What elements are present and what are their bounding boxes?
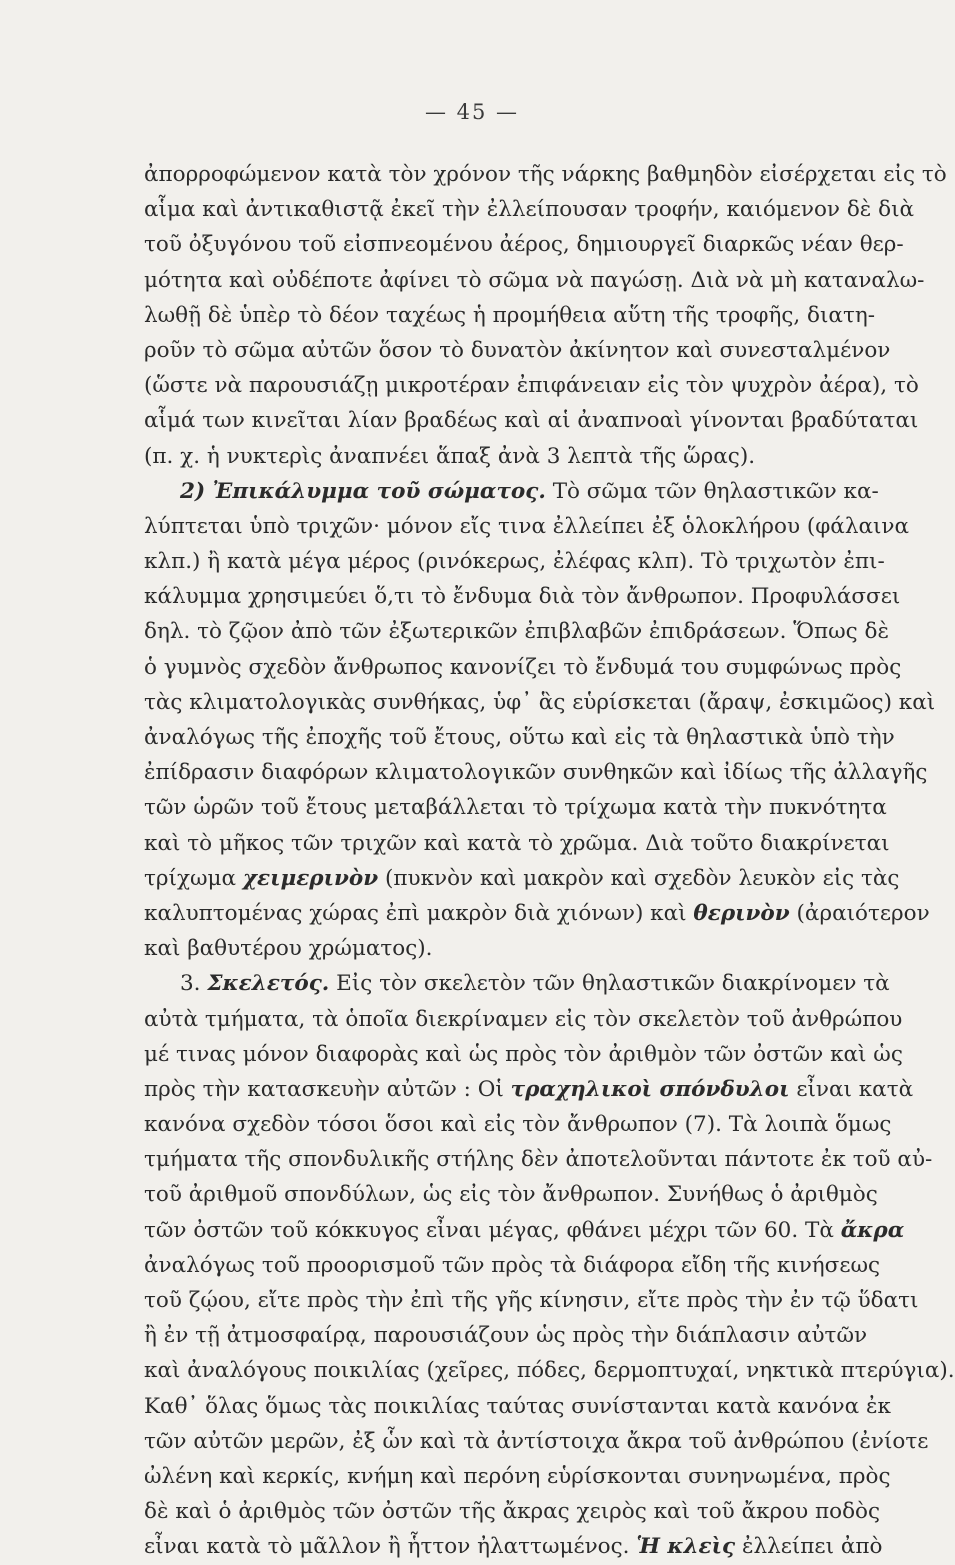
text-line bbox=[144, 1424, 929, 1459]
line-text: τοῦ ζῴου, εἴτε πρὸς τὴν ἐπὶ τῆς γῆς κίνησιν, εἴτε πρὸς τὴν ἐν τῷ ὕδατι bbox=[144, 1288, 919, 1313]
text-line bbox=[144, 755, 928, 790]
line-text: καλυπτομένας χώρας ἐπὶ μακρὸν διὰ χιόνων) καὶ bbox=[144, 900, 687, 926]
line-text: (ὥστε νὰ παρουσιάζῃ μικροτέραν ἐπιφάνειαν εἰς τὸν ψυχρὸν ἀέρα), τὸ bbox=[144, 373, 919, 399]
term-cheimerinon: χειμερινὸν bbox=[242, 865, 379, 891]
line-text: τῶν αὐτῶν μερῶν, ἐξ ὧν καὶ τὰ ἀντίστοιχα ἄκρα τοῦ ἀνθρώπου (ἐνίοτε bbox=[144, 1428, 929, 1454]
term-therinon: θερινὸν bbox=[693, 900, 790, 926]
text-line bbox=[144, 1177, 878, 1212]
line-text: ἀναλόγως τῆς ἐποχῆς τοῦ ἔτους, οὕτω καὶ εἰς τὰ θηλαστικὰ ὑπὸ τὴν bbox=[144, 725, 895, 750]
line-text: ροῦν τὸ σῶμα αὐτῶν ὅσον τὸ δυνατὸν ἀκίνητον καὶ συνεσταλμένον bbox=[144, 337, 891, 363]
line-text: ἐλλείπει ἀπὸ bbox=[741, 1534, 883, 1560]
text-line bbox=[144, 931, 814, 966]
text-line bbox=[144, 333, 891, 368]
text-line bbox=[144, 896, 930, 931]
line-text: τῶν ὀστῶν τοῦ κόκκυγος εἶναι μέγας, φθάνει μέχρι τῶν 60. Τὰ bbox=[144, 1217, 834, 1243]
line-text: ὠλένη καὶ κερκίς, κνήμη καὶ περόνη εὑρίσκονται συνηνωμένα, πρὸς bbox=[144, 1463, 891, 1489]
text-line bbox=[144, 1389, 891, 1424]
line-text: (π. χ. ἡ νυκτερὶς ἀναπνέει ἅπαξ ἀνὰ 3 λεπτὰ τῆς ὥρας). bbox=[144, 443, 756, 469]
line-text: ἀναλόγως τοῦ προορισμοῦ τῶν πρὸς τὰ διάφορα εἴδη τῆς κινήσεως bbox=[144, 1252, 881, 1278]
line-text: λύπτεται ὑπὸ τριχῶν· μόνον εἴς τινα ἐλλείπει ἐξ ὁλοκλήρου (φάλαινα bbox=[144, 513, 909, 539]
line-text: τμήματα τῆς σπονδυλικῆς στήλης δὲν ἀποτελοῦνται πάντοτε ἐκ τοῦ αὐ- bbox=[144, 1147, 933, 1173]
text-line bbox=[144, 1142, 933, 1177]
text-line bbox=[144, 368, 919, 403]
line-text: αἷμά των κινεῖται λίαν βραδέως καὶ αἱ ἀναπνοαὶ γίνονται βραδύταται bbox=[144, 408, 919, 434]
term-akra: ἄκρα bbox=[840, 1217, 905, 1243]
text-line bbox=[144, 1494, 881, 1529]
text-line bbox=[144, 966, 890, 1001]
line-text: καὶ τὸ μῆκος τῶν τριχῶν καὶ κατὰ τὸ χρῶμα. Διὰ τοῦτο διακρίνεται bbox=[144, 830, 890, 856]
text-line bbox=[144, 1107, 892, 1142]
line-text: ὁ γυμνὸς σχεδὸν ἄνθρωπος κανονίζει τὸ ἔνδυμά του συμφώνως πρὸς bbox=[144, 654, 902, 680]
line-text: ἀπορροφώμενον κατὰ τὸν χρόνον τῆς νάρκης βαθμηδὸν εἰσέρχεται εἰς τὸ bbox=[144, 162, 947, 187]
section-number-skeletos: 3. bbox=[180, 971, 201, 997]
term-kleis: Ἡ κλεὶς bbox=[636, 1534, 736, 1560]
text-line bbox=[144, 509, 909, 544]
section-heading-epikalymma: 2) Ἐπικάλυμμα τοῦ σώματος. bbox=[180, 478, 546, 504]
text-line bbox=[144, 650, 902, 685]
line-text: ἐπίδρασιν διαφόρων κλιματολογικῶν συνθηκῶν καὶ ἰδίως τῆς ἀλλαγῆς bbox=[144, 760, 928, 786]
text-line bbox=[144, 579, 901, 614]
line-text: εἶναι κατὰ bbox=[796, 1076, 914, 1102]
line-text: Εἰς τὸν σκελετὸν τῶν θηλαστικῶν διακρίνομεν τὰ bbox=[336, 971, 890, 997]
text-line bbox=[144, 1353, 955, 1388]
text-line bbox=[144, 1072, 914, 1107]
line-text: κλπ.) ἢ κατὰ μέγα μέρος (ρινόκερως, ἐλέφας κλπ). Τὸ τριχωτὸν ἐπι- bbox=[144, 549, 885, 575]
text-line bbox=[144, 263, 925, 298]
section-heading-skeletos: Σκελετός. bbox=[207, 971, 330, 997]
text-line bbox=[144, 1248, 881, 1283]
line-text: εἶναι κατὰ τὸ μᾶλλον ἢ ἧττον ἠλαττωμένος. bbox=[144, 1534, 630, 1560]
text-line bbox=[144, 227, 904, 262]
line-text: τῶν ὡρῶν τοῦ ἔτους μεταβάλλεται τὸ τρίχωμα κατὰ τὴν πυκνότητα bbox=[144, 795, 887, 821]
term-trachilikoi: τραχηλικοὶ σπόνδυλοι bbox=[510, 1076, 790, 1102]
line-text: τρίχωμα bbox=[144, 865, 237, 891]
line-text: Καθ᾽ ὅλας ὅμως τὰς ποικιλίας ταύτας συνίστανται κατὰ κανόνα ἐκ bbox=[144, 1393, 891, 1419]
line-text: καὶ βαθυτέρου χρώματος). bbox=[144, 936, 433, 962]
text-line bbox=[144, 298, 875, 333]
text-line bbox=[144, 403, 919, 438]
text-line bbox=[144, 1037, 903, 1072]
line-text: αἷμα καὶ ἀντικαθιστᾷ ἐκεῖ τὴν ἐλλείπουσαν τροφήν, καιόμενον δὲ διὰ bbox=[144, 197, 915, 223]
line-text: μέ τινας μόνον διαφορὰς καὶ ὡς πρὸς τὸν ἀριθμὸν τῶν ὀστῶν καὶ ὡς bbox=[144, 1041, 903, 1067]
text-line bbox=[144, 685, 936, 720]
line-text: κανόνα σχεδὸν τόσοι ὅσοι καὶ εἰς τὸν ἄνθρωπον (7). Τὰ λοιπὰ ὅμως bbox=[144, 1112, 892, 1138]
text-line bbox=[144, 439, 814, 474]
text-line bbox=[144, 1002, 903, 1037]
text-line bbox=[144, 790, 887, 825]
line-text: λωθῇ δὲ ὑπὲρ τὸ δέον ταχέως ἡ προμήθεια αὕτη τῆς τροφῆς, διατη- bbox=[144, 302, 875, 328]
text-line bbox=[144, 544, 885, 579]
page-number: — 45 — bbox=[424, 100, 520, 124]
text-line bbox=[144, 192, 915, 227]
line-text: τὰς κλιματολογικὰς συνθήκας, ὑφ᾽ ἃς εὑρίσκεται (ἄραψ, ἐσκιμῶος) καὶ bbox=[144, 689, 936, 715]
text-line bbox=[144, 474, 879, 509]
line-text: Τὸ σῶμα τῶν θηλαστικῶν κα- bbox=[552, 478, 879, 504]
line-text: (ἀραιότερον bbox=[796, 900, 930, 926]
line-text: κάλυμμα χρησιμεύει ὅ,τι τὸ ἔνδυμα διὰ τὸν ἄνθρωπον. Προφυλάσσει bbox=[144, 584, 901, 610]
line-text: ἢ ἐν τῇ ἀτμοσφαίρᾳ, παρουσιάζουν ὡς πρὸς τὴν διάπλασιν αὐτῶν bbox=[144, 1323, 868, 1349]
text-line bbox=[144, 1213, 905, 1248]
text-line bbox=[144, 1459, 891, 1494]
text-line bbox=[144, 157, 947, 192]
text-line bbox=[144, 826, 890, 861]
text-line bbox=[144, 614, 890, 649]
body-text bbox=[144, 157, 955, 1565]
line-text: αὐτὰ τμήματα, τὰ ὁποῖα διεκρίναμεν εἰς τὸν σκελετὸν τοῦ ἀνθρώπου bbox=[144, 1006, 903, 1032]
text-line bbox=[144, 720, 895, 755]
text-line bbox=[144, 861, 900, 896]
line-text: δὲ καὶ ὁ ἀριθμὸς τῶν ὀστῶν τῆς ἄκρας χειρὸς καὶ τοῦ ἄκρου ποδὸς bbox=[144, 1499, 881, 1525]
line-text: τοῦ ὀξυγόνου τοῦ εἰσπνεομένου ἀέρος, δημιουργεῖ διαρκῶς νέαν θερ- bbox=[144, 232, 904, 258]
line-text: (πυκνὸν καὶ μακρὸν καὶ σχεδὸν λευκὸν εἰς τὰς bbox=[385, 865, 900, 891]
text-line bbox=[144, 1318, 868, 1353]
line-text: πρὸς τὴν κατασκευὴν αὐτῶν : Οἱ bbox=[144, 1076, 504, 1102]
line-text: δηλ. τὸ ζῷον ἀπὸ τῶν ἐξωτερικῶν ἐπιβλαβῶν ἐπιδράσεων. Ὅπως δὲ bbox=[144, 619, 890, 645]
line-text: τοῦ ἀριθμοῦ σπονδύλων, ὡς εἰς τὸν ἄνθρωπον. Συνήθως ὁ ἀριθμὸς bbox=[144, 1182, 878, 1208]
line-text: μότητα καὶ οὐδέποτε ἀφίνει τὸ σῶμα νὰ παγώσῃ. Διὰ νὰ μὴ καταναλω- bbox=[144, 267, 925, 293]
text-line bbox=[144, 1529, 883, 1564]
line-text: καὶ ἀναλόγους ποικιλίας (χεῖρες, πόδες, δερμοπτυχαί, νηκτικὰ πτερύγια). bbox=[144, 1358, 955, 1384]
text-line bbox=[144, 1283, 919, 1318]
